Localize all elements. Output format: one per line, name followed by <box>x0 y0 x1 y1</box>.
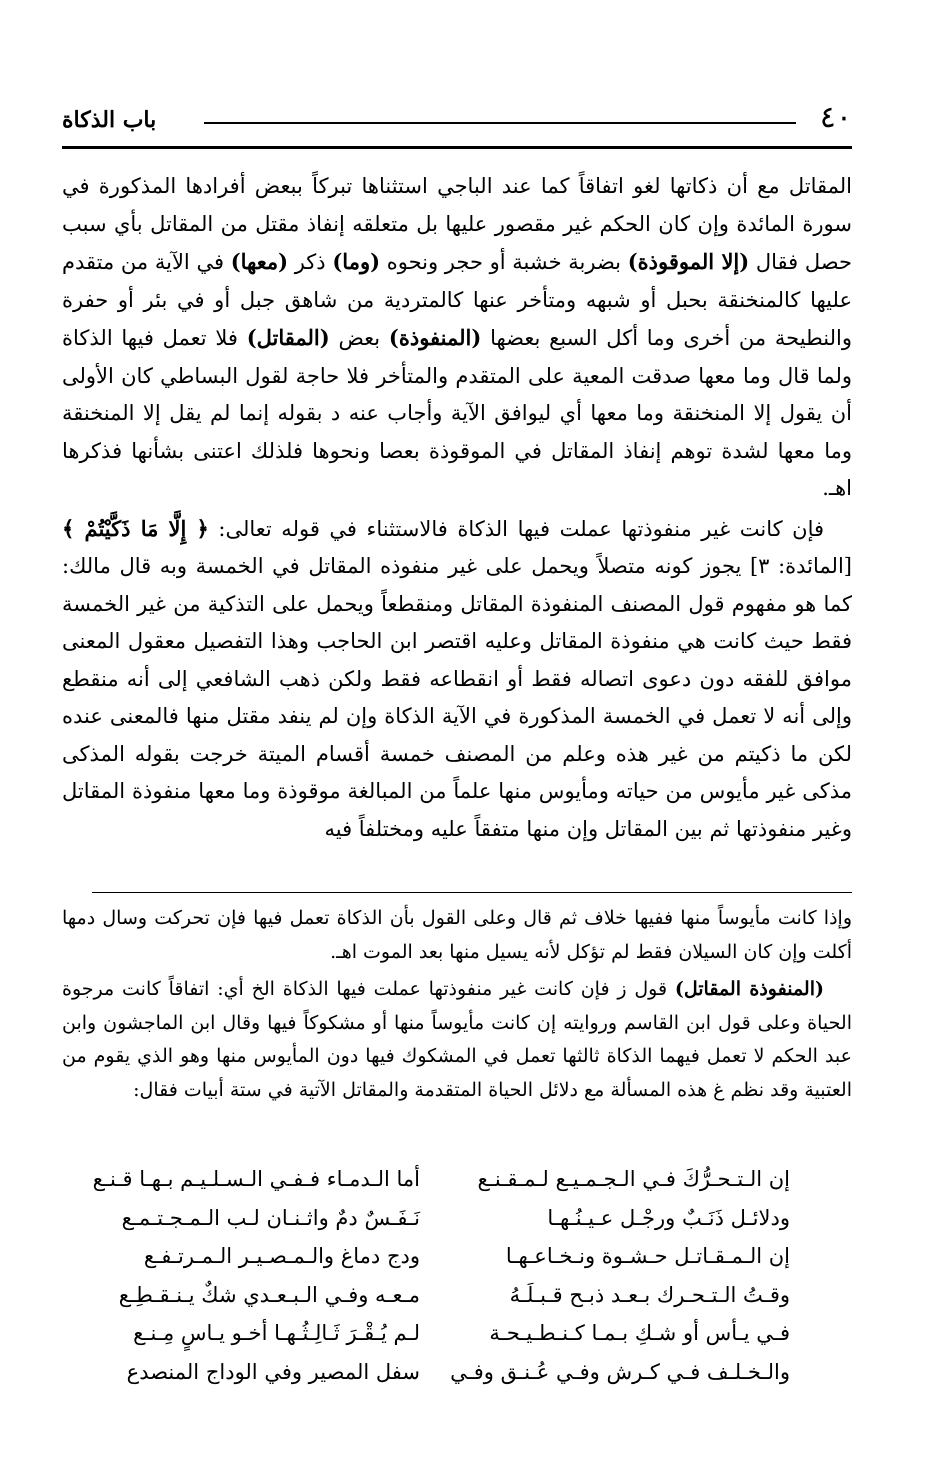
text-run: ذكر <box>288 250 333 274</box>
poem-verse <box>110 1353 790 1392</box>
quran-verse: ﴿ إِلَّا مَا ذَكَّيْتُمْ ﴾ <box>62 515 209 541</box>
footnotes <box>62 902 852 1107</box>
verse-second-hemistich: مـعـه وفـي الـبـعـدي شكٌ يـنـقـطِـع <box>118 1282 420 1307</box>
verse-first-hemistich: ودلائـل ذَنَـبٌ ورجْـل عـيـنُـهـا <box>547 1205 790 1230</box>
verse-first-hemistich: إن الـتـحـرُّكَ فـي الـجـمـيـع لـمـقـنـع <box>477 1167 790 1192</box>
footnote-paragraph <box>62 973 852 1107</box>
poem <box>92 1160 790 1391</box>
text-run: في الآية من متقدم عليها كالمنخنقة بحبل أو شبهه ومتأخر عنها كالمتردية من شاهق جبل أو في بئر أو حفرة والنطيحة من أخرى وما أكل السبع بعضها <box>62 250 852 350</box>
text-run: وإذا كانت مأيوساً منها ففيها خلاف ثم قال وعلى القول بأن الذكاة تعمل فيها فإن تحركت وسال دمها أكلت وإن كان السيلان فقط لم تؤكل لأنه يسيل منها بعد الموت اهـ. <box>62 907 852 963</box>
main-paragraph <box>62 168 852 508</box>
quoted-term: (معها) <box>230 249 289 274</box>
verse-first-hemistich: فـي يـأس أو شـكِ بـمـا كـنـطـيـحـة <box>489 1321 790 1346</box>
footnote-separator <box>92 892 852 893</box>
header-rule <box>204 122 796 124</box>
text-run: قول ز فإن كانت غير منفوذتها عملت فيها الذكاة الخ أي: اتفاقاً كانت مرجوة الحياة وعلى قول ابن القاسم وروايته إن كانت مأيوساً منها أو مشكوكاً فيها وقال ابن الماجشون وابن عبد الحكم لا تعمل فيهما الذكاة ثالثها تعمل في المشكوك فيها دون المأيوس منها وهو الذي يقوم من العتبية وقد نظم غ هذه المسألة مع دلائل الحياة المتقدمة والمقاتل الآتية في ستة أبيات فقال: <box>62 978 852 1101</box>
verse-second-hemistich: أما الـدمـاء فـفـي الـسـلـيـم بـهـا قـنـع <box>92 1167 420 1192</box>
header-divider <box>62 146 852 149</box>
poem-verse <box>110 1199 790 1238</box>
main-paragraph <box>62 510 852 849</box>
text-run: المقاتل مع أن ذكاتها لغو اتفاقاً كما عند الباجي استثناها تبركاً ببعض أفرادها المذكورة في سورة المائدة وإن كان الحكم غير مقصور عليها بل متعلقه إنفاذ مقتل من المقاتل بأي سبب حصل فقال <box>62 174 852 274</box>
quoted-term: (إلا الموقوذة) <box>627 249 750 274</box>
verse-first-hemistich: وقـتُ الـتـحـرك بـعـد ذبـح قـبـلَـهُ <box>509 1282 790 1307</box>
quoted-term: (وما) <box>332 249 381 274</box>
verse-second-hemistich: ودج دماغ والـمـصـيـر الـمـرتـفـع <box>143 1244 420 1269</box>
text-run: بعض <box>329 326 389 350</box>
poem-verse <box>92 1160 790 1199</box>
verse-second-hemistich: نَـفَـسٌ دمٌ واثـنـان لـب الـمـجـتـمـع <box>121 1205 420 1230</box>
verse-first-hemistich: إن الـمـقـاتـل حـشـوة ونـخـاعـهـا <box>505 1244 790 1269</box>
poem-verse <box>110 1276 790 1315</box>
verse-second-hemistich: سفل المصير وفي الوداج المنصدع <box>126 1359 420 1384</box>
page-header <box>62 100 852 140</box>
poem-verse <box>110 1314 790 1353</box>
chapter-title: باب الذكاة <box>62 107 157 133</box>
quoted-term: (المنفوذة المقاتل) <box>674 978 824 1000</box>
verse-second-hemistich: لـم يُـقْـرَ ثَـالِـثُـهـا أخـو يـاسٍ مِـنـع <box>133 1321 420 1346</box>
main-text <box>62 168 852 848</box>
footnote-paragraph <box>62 902 852 969</box>
text-run: فإن كانت غير منفوذتها عملت فيها الذكاة فالاستثناء في قوله تعالى: <box>208 516 825 541</box>
quoted-term: (المنفوذة) <box>388 325 482 350</box>
poem-verse <box>110 1237 790 1276</box>
verse-first-hemistich: والـخـلـف فـي كـرش وفـي عُـنـق وفـي <box>450 1359 790 1384</box>
page-number: ٤٠ <box>819 100 852 135</box>
text-run: فلا تعمل فيها الذكاة ولما قال وما معها صدقت المعية على المتقدم والمتأخر فلا حاجة لقول البساطي كان الأولى أن يقول إلا المنخنقة وما معها أي ليوافق الآية وأجاب عنه د بقوله إنما لم يقل إلا المنخنقة وما معها لشدة توهم إنفاذ المقاتل في الموقوذة بعصا ونحوها فلذلك اعتنى بشأنها فذكرها اهـ. <box>62 326 852 500</box>
text-run: [المائدة: ٣] يجوز كونه متصلاً ويحمل على غير منفوذه المقاتل في الخمسة وبه قال مالك: كما هو مفهوم قول المصنف المنفوذة المقاتل ومنقطعاً ويحمل على التذكية من غير الخمسة فقط حيث كانت هي منفوذة المقاتل وعليه اقتصر ابن الحاجب وهذا التفصيل معقول المعنى موافق للفقه دون دعوى اتصاله فقط أو انقطاعه فقط ولكن ذهب الشافعي إلى أنه منقطع وإلى أنه لا تعمل في الخمسة المذكورة في الآية الذكاة وإن لم ينفد مقتل منها فالمعنى عنده لكن ما ذكيتم من غير هذه وعلم من المصنف خمسة أقسام الميتة خرجت بقوله المذكى مذكى غير مأيوس من حياته ومأيوس منها علماً من المبالغة موقوذة وما معها منفوذة المقاتل وغير منفوذتها ثم بين المقاتل وإن منها متفقاً عليه ومختلفاً فيه <box>62 554 852 841</box>
text-run: بضربة خشبة أو حجر ونحوه <box>380 250 628 274</box>
quoted-term: (المقاتل) <box>246 325 330 350</box>
